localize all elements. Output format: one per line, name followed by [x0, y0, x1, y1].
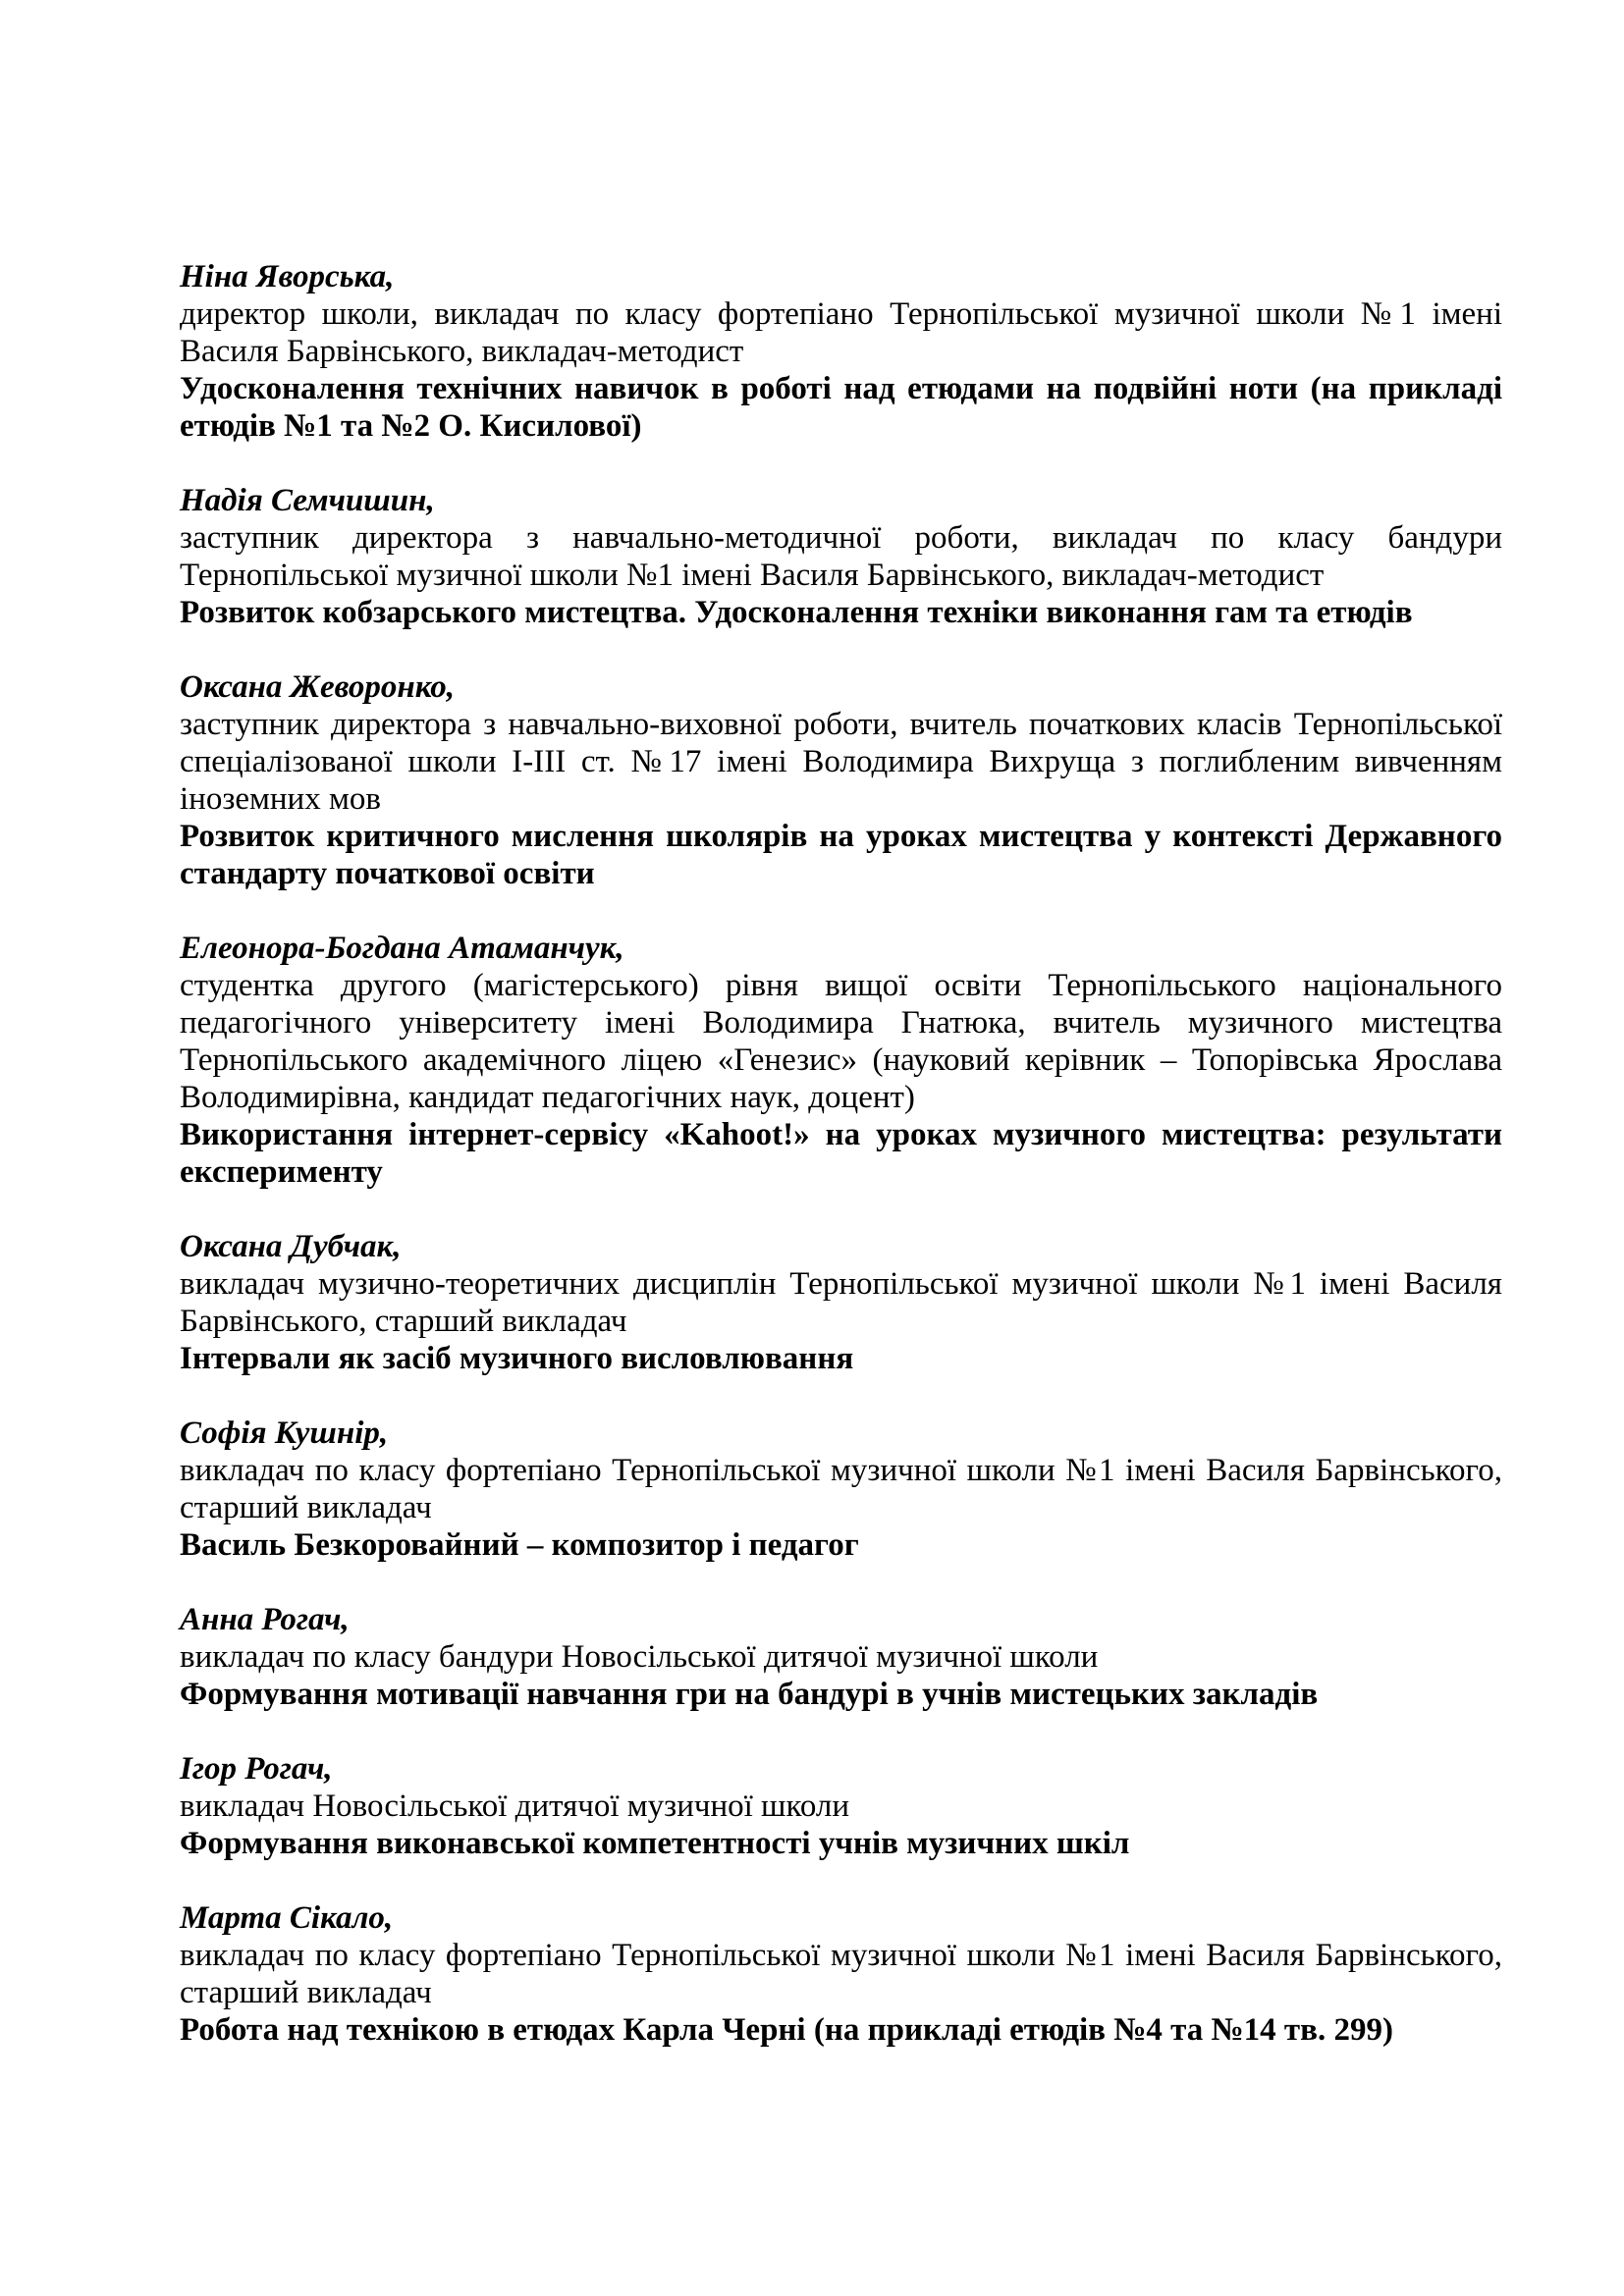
speaker-entry: [180, 1415, 1502, 1564]
speaker-name: Надія Семчишин,: [180, 483, 435, 518]
speaker-name: Марта Сікало,: [180, 1900, 394, 1936]
presentation-topic: Розвиток кобзарського мистецтва. Удосконалення техніки виконання гам та етюдів: [180, 595, 1413, 630]
speaker-entry: [180, 1750, 1502, 1862]
speaker-name: Оксана Жеворонко,: [180, 669, 455, 705]
speaker-role: викладач по класу фортепіано Тернопільської музичної школи №1 імені Василя Барвінського, старший викладач: [180, 1453, 1502, 1525]
speaker-role: студентка другого (магістерського) рівня вищої освіти Тернопільського національного педагогічного університету імені Володимира Гнатюка, вчитель музичного мистецтва Тернопільського академічного ліцею «Генезис» (науковий керівник – Топорівська Ярослава Володимирівна, кандидат педагогічних наук, доцент): [180, 968, 1502, 1115]
speaker-name: Анна Рогач,: [180, 1602, 350, 1637]
speaker-entry: [180, 258, 1502, 445]
speaker-role: викладач по класу бандури Новосільської дитячої музичної школи: [180, 1639, 1099, 1675]
speaker-entry: [180, 930, 1502, 1191]
presentation-topic: Василь Безкоровайний – композитор і педагог: [180, 1527, 859, 1563]
speaker-name: Софія Кушнір,: [180, 1415, 389, 1451]
speaker-entry: [180, 668, 1502, 892]
speaker-role: директор школи, викладач по класу фортепіано Тернопільської музичної школи №1 імені Василя Барвінського, викладач-методист: [180, 296, 1502, 369]
presentation-topic: Формування мотивації навчання гри на бандурі в учнів мистецьких закладів: [180, 1677, 1319, 1712]
presentation-topic: Розвиток критичного мислення школярів на уроках мистецтва у контексті Державного стандарту початкової освіти: [180, 819, 1502, 891]
presentation-topic: Використання інтернет-сервісу «Kahoot!» на уроках музичного мистецтва: результати експерименту: [180, 1117, 1502, 1190]
speaker-role: викладач музично-теоретичних дисциплін Тернопільської музичної школи №1 імені Василя Барвінського, старший викладач: [180, 1266, 1502, 1339]
speaker-role: заступник директора з навчально-виховної роботи, вчитель початкових класів Тернопільської спеціалізованої школи І-ІІІ ст. №17 імені Володимира Вихруща з поглибленим вивченням іноземних мов: [180, 707, 1502, 817]
speaker-entry: [180, 482, 1502, 631]
presentation-topic: Удосконалення технічних навичок в роботі над етюдами на подвійні ноти (на прикладі етюдів №1 та №2 О. Кисилової): [180, 371, 1502, 444]
speaker-name: Оксана Дубчак,: [180, 1229, 402, 1264]
speaker-entry: [180, 1899, 1502, 2049]
speaker-role: викладач по класу фортепіано Тернопільської музичної школи №1 імені Василя Барвінського, старший викладач: [180, 1938, 1502, 2010]
speaker-entry: [180, 1601, 1502, 1713]
presentation-topic: Робота над технікою в етюдах Карла Черні (на прикладі етюдів №4 та №14 тв. 299): [180, 2012, 1393, 2048]
speaker-entry: [180, 1228, 1502, 1377]
speaker-role: заступник директора з навчально-методичної роботи, викладач по класу бандури Тернопільської музичної школи №1 імені Василя Барвінського, викладач-методист: [180, 520, 1502, 593]
speaker-name: Ніна Яворська,: [180, 259, 395, 294]
speaker-role: викладач Новосільської дитячої музичної школи: [180, 1789, 850, 1824]
presentation-topic: Формування виконавської компетентності учнів музичних шкіл: [180, 1826, 1130, 1861]
presentation-topic: Інтервали як засіб музичного висловлювання: [180, 1341, 854, 1376]
speaker-name: Ігор Рогач,: [180, 1751, 333, 1787]
speaker-name: Елеонора-Богдана Атаманчук,: [180, 931, 624, 966]
